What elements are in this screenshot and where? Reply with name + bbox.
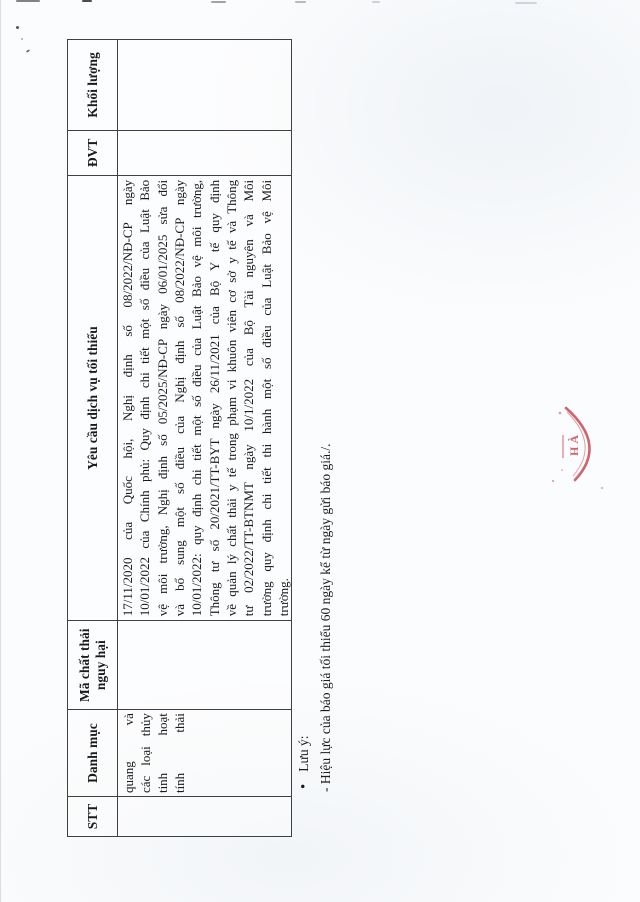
stamp-speck: [561, 469, 563, 471]
yeu-cau-line: Thông tư số 20/2021/TT-BYT ngày 26/11/2021 của Bộ Y tế quy định: [206, 179, 222, 617]
danh-muc-line: quang và: [121, 713, 136, 794]
table-header-stt: STT: [68, 797, 118, 836]
footer-notes: [296, 444, 334, 792]
column-ma-chat-thai: [68, 621, 291, 710]
column-stt: [68, 797, 291, 836]
note-heading: [296, 444, 312, 789]
stamp-speck: [552, 480, 554, 482]
danh-muc-line: các loại thủy: [138, 713, 153, 794]
yeu-cau-line: trường quy định chi tiết thi hành một số điều của Luật Bảo vệ Môi: [258, 179, 274, 617]
cell-dvt: [118, 131, 291, 175]
danh-muc-line: tính thải: [172, 713, 187, 794]
danh-muc-line: tinh hoạt: [155, 713, 170, 794]
stamp-speck: [601, 487, 603, 489]
column-dvt: [68, 131, 291, 176]
table-header-ma-chat-thai: Mã chất thải nguy hại: [68, 621, 118, 709]
column-yeu-cau: [68, 176, 291, 621]
column-khoi-luong: [68, 40, 291, 131]
yeu-cau-line: về quản lý chất thải y tế trong phạm vi khuôn viên cơ sở y tế và Thông: [224, 179, 240, 617]
column-danh-muc: [68, 710, 291, 797]
stamp-text: HÀ: [567, 432, 581, 456]
note-title: Lưu ý:: [296, 735, 311, 772]
yeu-cau-line: tư 02/2022/TT-BTNMT ngày 10/1/2022 của Bộ Tài nguyên và Môi: [241, 179, 257, 617]
yeu-cau-line: 17/11/2020 của Quốc hội, Nghị định số 08/2022/NĐ-CP ngày: [120, 179, 135, 617]
yeu-cau-line: trường.: [276, 578, 291, 617]
table-header-khoi-luong: Khối lượng: [68, 40, 118, 130]
bullet-icon: •: [296, 783, 312, 789]
official-stamp: [540, 392, 615, 497]
table-header-yeu-cau: Yêu cầu dịch vụ tối thiểu: [68, 176, 118, 620]
table-header-dvt: ĐVT: [68, 131, 118, 175]
note-text: - Hiệu lực của báo giá tối thiểu 60 ngày kể từ ngày gửi báo giá./.: [318, 443, 333, 792]
yeu-cau-line: 10/01/2022: quy định chi tiết một số điều của Luật Bảo vệ môi trường,: [189, 179, 205, 617]
cell-khoi-luong: [118, 40, 291, 130]
table-header-danh-muc: Danh mục: [68, 710, 118, 796]
yeu-cau-line: vệ môi trường, Nghị định số 05/2025/NĐ-CP ngày 06/01/2025 sửa đổi: [154, 179, 170, 617]
stamp-speck: [559, 412, 562, 415]
cell-yeu-cau: [118, 176, 291, 620]
cell-danh-muc: [118, 710, 291, 796]
cell-stt: [118, 797, 291, 836]
cell-ma-chat-thai: [118, 621, 291, 709]
quotation-table: [67, 39, 292, 837]
yeu-cau-line: 10/01/2022 của Chính phủ: Quy định chi tiết một số điều của Luật Bảo: [137, 179, 153, 617]
yeu-cau-line: và bổ sung một số điều của Nghị định số 08/2022/NĐ-CP ngày: [172, 179, 188, 617]
